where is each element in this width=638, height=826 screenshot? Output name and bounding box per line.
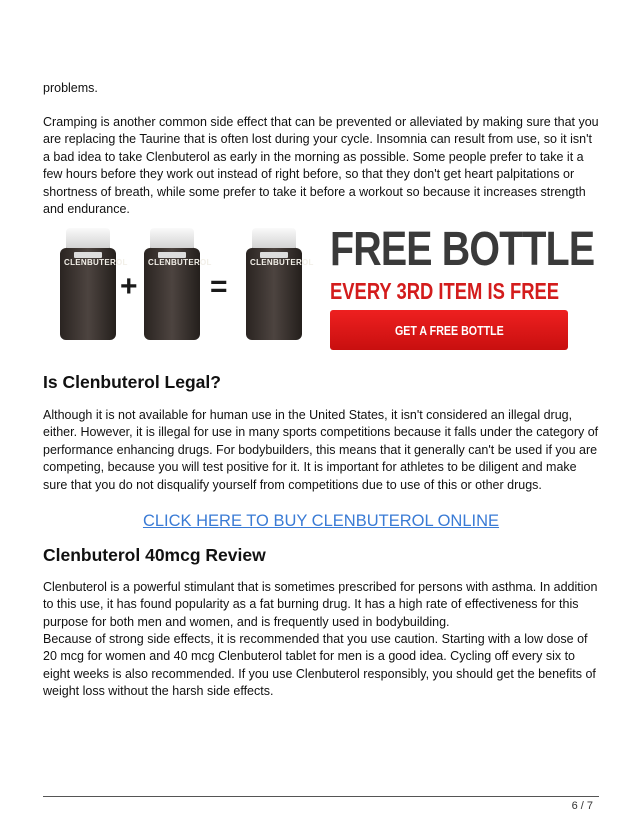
product-bottle-image [144,228,212,340]
bottle-cap [150,228,194,250]
get-free-bottle-button[interactable] [330,310,568,350]
paragraph-cramping: Cramping is another common side effect that can be prevented or alleviated by making sure that you are replacing the Taurine that is often lost during your cycle. Insomnia can result from use, so it isn't a bad idea to take Clenbuterol as early in the morning as possible. Some people prefer to take it a few hours before they work out instead of right before, so that they don't get heart palpitations or shortness of breath, while some prefer to take it before a workout so because it increases strength and endurance. [43,115,599,217]
free-bottle-headline: FREE BOTTLE [330,223,595,276]
paragraph-problems: problems. [43,81,98,95]
bottle-cap [252,228,296,250]
buy-clenbuterol-link[interactable]: CLICK HERE TO BUY CLENBUTEROL ONLINE [142,512,500,530]
bottle-label: CLENBUTEROL [250,258,314,267]
paragraph-review-2: Because of strong side effects, it is recommended that you use caution. Starting with a low dose of 20 mcg for women and 40 mcg Clenbuterol tablet for men is a good idea. Cycling off every six to eight weeks is also recommended. If you use Clenbuterol responsibly, you should get the benefits of weight loss without the harsh side effects. [43,632,596,699]
free-bottle-banner[interactable] [60,222,595,352]
equals-sign: = [210,270,228,303]
product-bottle-image [246,228,314,340]
product-bottle-image [60,228,128,340]
bottle-label: CLENBUTEROL [148,258,212,267]
bottle-cap [66,228,110,250]
heading-clenbuterol-review: Clenbuterol 40mcg Review [43,545,266,565]
paragraph-legal: Although it is not available for human use in the United States, it isn't considered an illegal drug, either. However, it is illegal for use in many sports competitions because it falls under the category of performance enhancing drugs. For bodybuilders, this means that it generally can't be used if you are competing, because you will test positive for it. It is important for athletes to be diligent and make sure that you do not disqualify yourself from competitions due to use of this or other drugs. [43,408,599,492]
paragraph-review-1: Clenbuterol is a powerful stimulant that is sometimes prescribed for persons with asthma. In addition to this use, it has found popularity as a fat burning drug. It has a high rate of effectiveness for this purpose for both men and women, and is frequently used in bodybuilding. [43,580,598,629]
footer-divider [43,796,599,797]
bottle-label: CLENBUTEROL [64,258,128,267]
get-free-bottle-label: GET A FREE BOTTLE [394,322,504,338]
page-number: 6 / 7 [571,800,593,812]
heading-is-clenbuterol-legal: Is Clenbuterol Legal? [43,372,221,392]
cta-container [43,512,599,531]
every-third-item-subline: EVERY 3RD ITEM IS FREE [330,278,560,304]
plus-sign: + [120,270,138,303]
